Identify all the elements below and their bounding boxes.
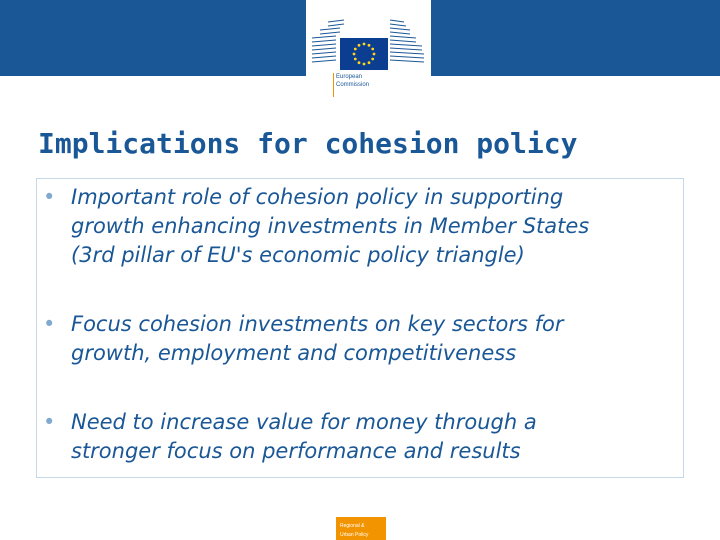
bullet-dot-icon: • — [43, 312, 56, 336]
bullet-line: Need to increase value for money through a — [71, 410, 537, 434]
logo-accent-rule — [333, 73, 334, 97]
slide-title: Implications for cohesion policy — [38, 127, 578, 160]
badge-line: Regional & — [340, 523, 365, 529]
bullet-line: Focus cohesion investments on key sectors for — [71, 312, 564, 336]
commission-building-icon — [306, 0, 431, 72]
bullet-line: growth, employment and competitiveness — [71, 341, 517, 365]
logo-caption — [336, 73, 369, 89]
bullet-list — [36, 178, 684, 478]
bullet-line: (3rd pillar of EU's economic policy triangle) — [71, 243, 525, 267]
bullet-dot-icon: • — [43, 410, 56, 434]
bullet-line: stronger focus on performance and results — [71, 439, 521, 463]
bullet-line: Important role of cohesion policy in supporting — [71, 185, 564, 209]
logo-caption-line: Commission — [336, 82, 370, 88]
regional-urban-policy-badge — [336, 517, 386, 540]
logo-caption-line: European — [336, 74, 363, 80]
bullet-line: growth enhancing investments in Member States — [71, 214, 590, 238]
bullet-dot-icon: • — [43, 185, 56, 209]
list-item — [43, 183, 673, 270]
european-commission-logo — [306, 0, 431, 100]
list-item — [43, 408, 673, 466]
list-item — [43, 310, 673, 368]
badge-line: Urban Policy — [340, 532, 369, 538]
